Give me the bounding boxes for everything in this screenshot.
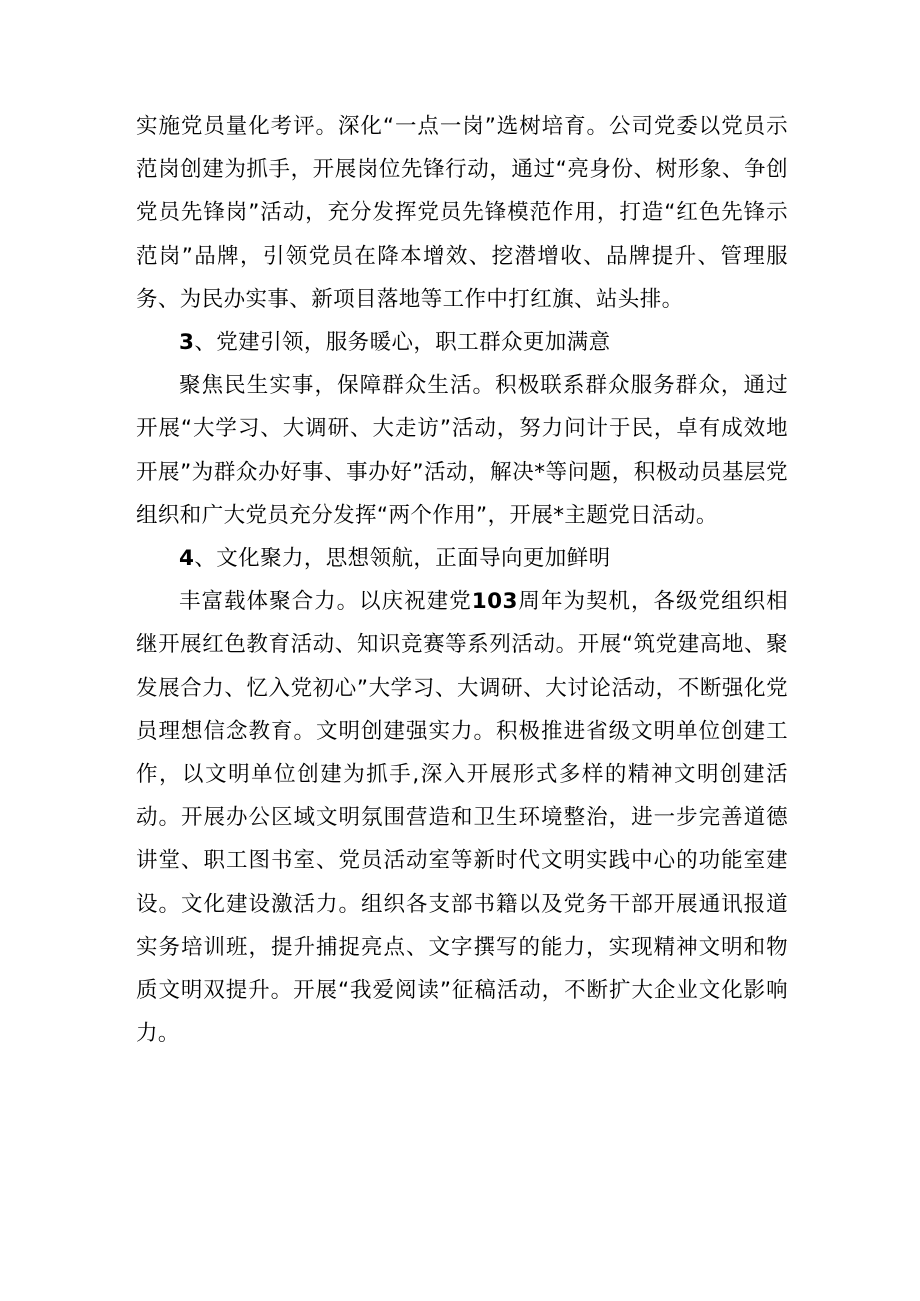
section-heading-4 [136, 537, 788, 580]
paragraph-party-member-evaluation: 实施党员量化考评。深化“一点一岗”选树培育。公司党委以党员示范岗创建为抓手，开展岗位先锋行动，通过“亮身份、树形象、争创党员先锋岗”活动，充分发挥党员先锋模范作用，打造“红色先锋示范岗”品牌，引领党员在降本增效、挖潜增收、品牌提升、管理服务、为民办实事、新项目落地等工作中打红旗、站头排。 [136, 114, 788, 312]
paragraph-text-rest: 周年为契机，各级党组织相继开展红色教育活动、知识竞赛等系列活动。开展“筑党建高地、聚发展合力、忆入党初心”大学习、大调研、大讨论活动，不断强化党员理想信念教育。文明创建强实力。积极推进省级文明单位创建工作，以文明单位创建为抓手,深入开展形式多样的精神文明创建活动。开展办公区域文明氛围营造和卫生环境整治，进一步完善道德讲堂、职工图书室、党员活动室等新时代文明实践中心的功能室建设。文化建设激活力。组织各支部书籍以及党务干部开展通讯报道实务培训班，提升捕捉亮点、文字撰写的能力，实现精神文明和物质文明双提升。开展“我爱阅读”征稿活动，不断扩大企业文化影响力。 [136, 589, 789, 1047]
document-body [136, 105, 788, 1055]
section-title: 、文化聚力，思想领航，正面导向更加鲜明 [194, 546, 611, 572]
anniversary-number: 103 [471, 589, 518, 615]
section-title: 、党建引领，服务暖心，职工群众更加满意 [194, 330, 611, 356]
section-heading-3 [136, 321, 788, 364]
section-number: 4 [179, 546, 195, 572]
section-number: 3 [179, 330, 195, 356]
paragraph-people-livelihood: 聚焦民生实事，保障群众生活。积极联系群众服务群众，通过开展“大学习、大调研、大走访”活动，努力问计于民，卓有成效地开展”为群众办好事、事办好”活动，解决*等问题，积极动员基层党组织和广大党员充分发挥“两个作用”，开展*主题党日活动。 [136, 373, 788, 528]
paragraph-culture-building [136, 580, 788, 1055]
paragraph-text-start: 丰富载体聚合力。以庆祝建党 [179, 589, 472, 615]
